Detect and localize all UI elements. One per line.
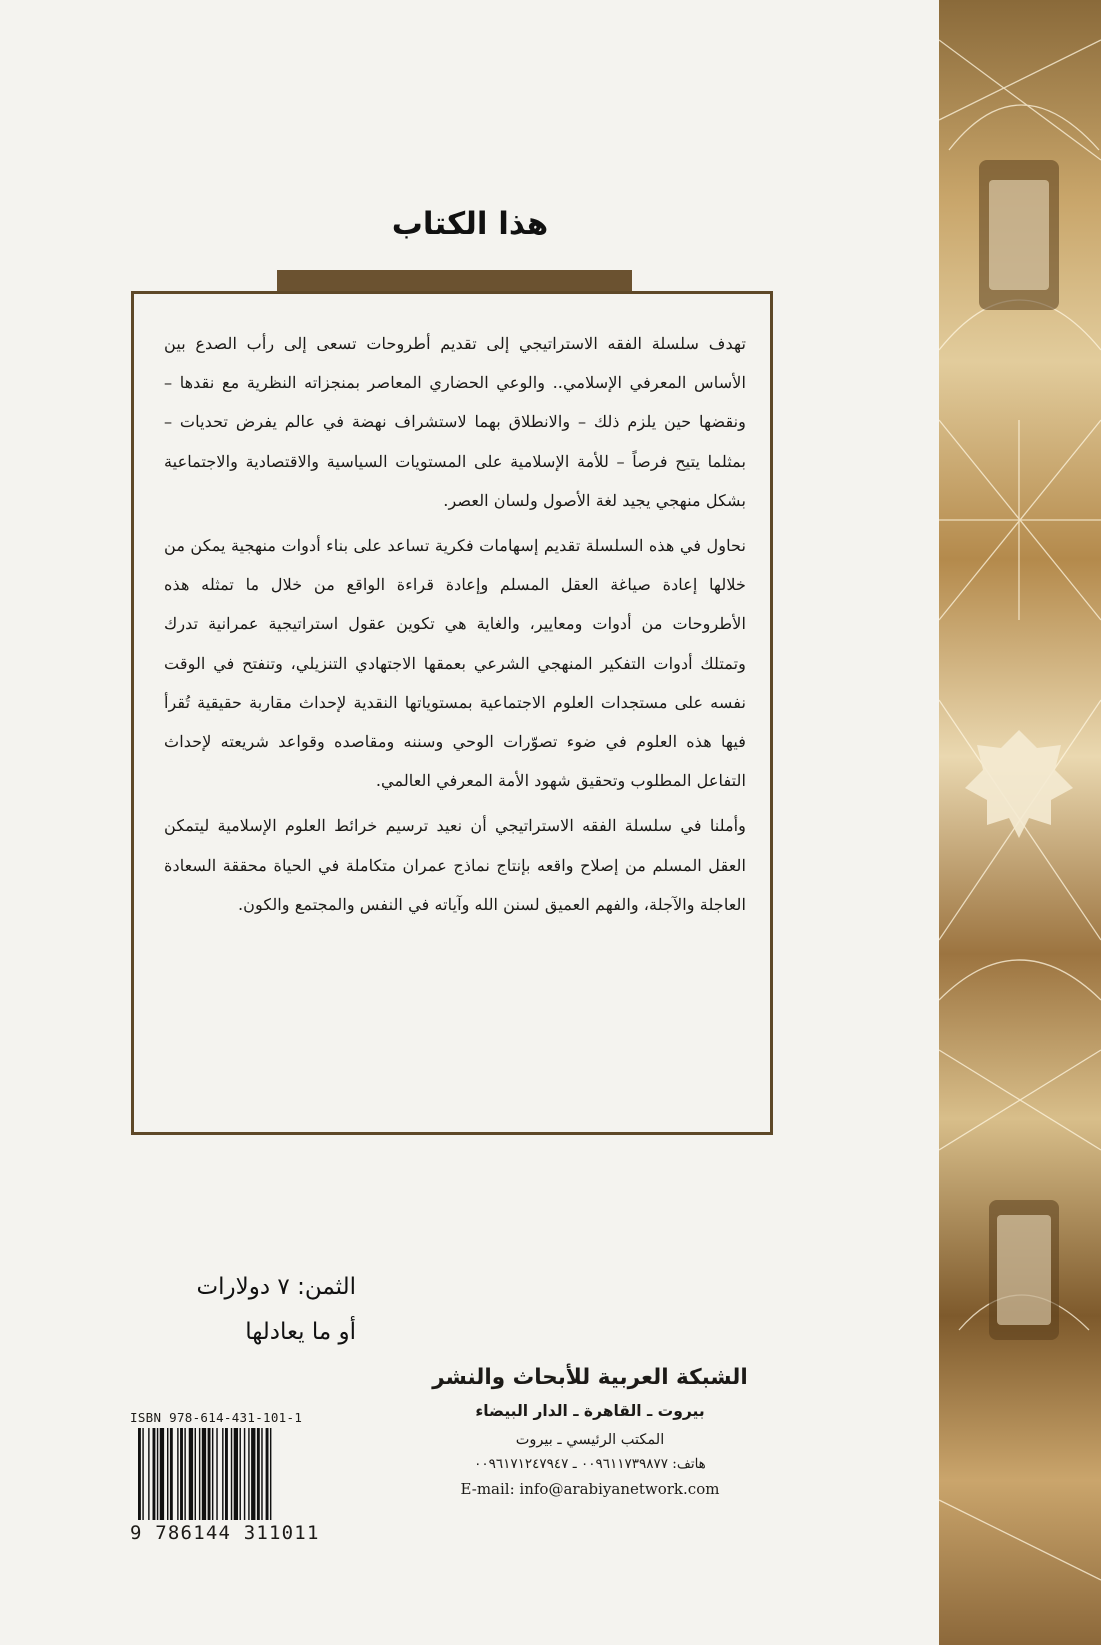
ornament-pattern <box>939 0 1101 1645</box>
description-paragraph: نحاول في هذه السلسلة تقديم إسهامات فكرية تساعد على بناء أدوات منهجية يمكن من خلالها إعادة صياغة العقل المسلم وإعادة قراءة الواقع من خلال ما تمثله هذه الأطروحات من أدوات ومعايير، والغاية هي تكوين عقول استراتيجية عمرانية تدرك وتمتلك أدوات التفكير المنهجي الشرعي بعمقها الاجتهادي التنزيلي، وتنفتح في الوقت نفسه على مستجدات العلوم الاجتماعية بمستوياتها النقدية لإحداث مقاربة حقيقية تُقرأ فيها هذه العلوم في ضوء تصوّرات الوحي وسننه ومقاصده وقواعد شريعته لإحداث التفاعل المطلوب وتحقيق شهود الأمة المعرفي العالمي. <box>164 536 746 791</box>
section-title: هذا الكتاب <box>391 206 549 242</box>
description-box <box>131 291 773 1135</box>
price-block <box>136 1265 356 1355</box>
publisher-name: الشبكة العربية للأبحاث والنشر <box>432 1365 748 1390</box>
isbn-barcode <box>130 1410 348 1544</box>
isbn-label: ISBN 978-614-431-101-1 <box>130 1410 303 1425</box>
publisher-office: المكتب الرئيسي ـ بيروت <box>515 1432 665 1448</box>
title-underline-bar <box>277 270 632 293</box>
price-line: الثمن: ٧ دولارات <box>196 1274 356 1300</box>
decorative-photo-strip <box>939 0 1101 1645</box>
description-paragraph: وأملنا في سلسلة الفقه الاستراتيجي أن نعيد ترسيم خرائط العلوم الإسلامية ليتمكن العقل المسلم من إصلاح واقعه بإنتاج نماذج عمران متكاملة في الحياة محققة السعادة العاجلة والآجلة، والفهم العميق لسنن الله وآياته في النفس والمجتمع والكون. <box>164 816 746 914</box>
publisher-phone: هاتف: ٠٠٩٦١١٧٣٩٨٧٧ ـ ٠٠٩٦١٧١٢٤٧٩٤٧ <box>474 1456 706 1472</box>
publisher-email: E-mail: info@arabiyanetwork.com <box>460 1480 720 1498</box>
price-equivalent-line: أو ما يعادلها <box>245 1319 356 1345</box>
isbn-digits: 9 786144 311011 <box>130 1522 320 1544</box>
description-paragraph: تهدف سلسلة الفقه الاستراتيجي إلى تقديم أطروحات تسعى إلى رأب الصدع بين الأساس المعرفي الإسلامي.. والوعي الحضاري المعاصر بمنجزاته النظرية مع نقدها – ونقضها حين يلزم ذلك – والانطلاق بهما لاستشراف نهضة في عالم يفرض تحديات – بمثلما يتيح فرصاً – للأمة الإسلامية على المستويات السياسية والاقتصادية والاجتماعية بشكل منهجي يجيد لغة الأصول ولسان العصر. <box>164 334 746 510</box>
publisher-cities: بيروت ـ القاهرة ـ الدار البيضاء <box>475 1402 705 1420</box>
barcode-bars <box>130 1428 344 1520</box>
publisher-block <box>400 1365 780 1498</box>
